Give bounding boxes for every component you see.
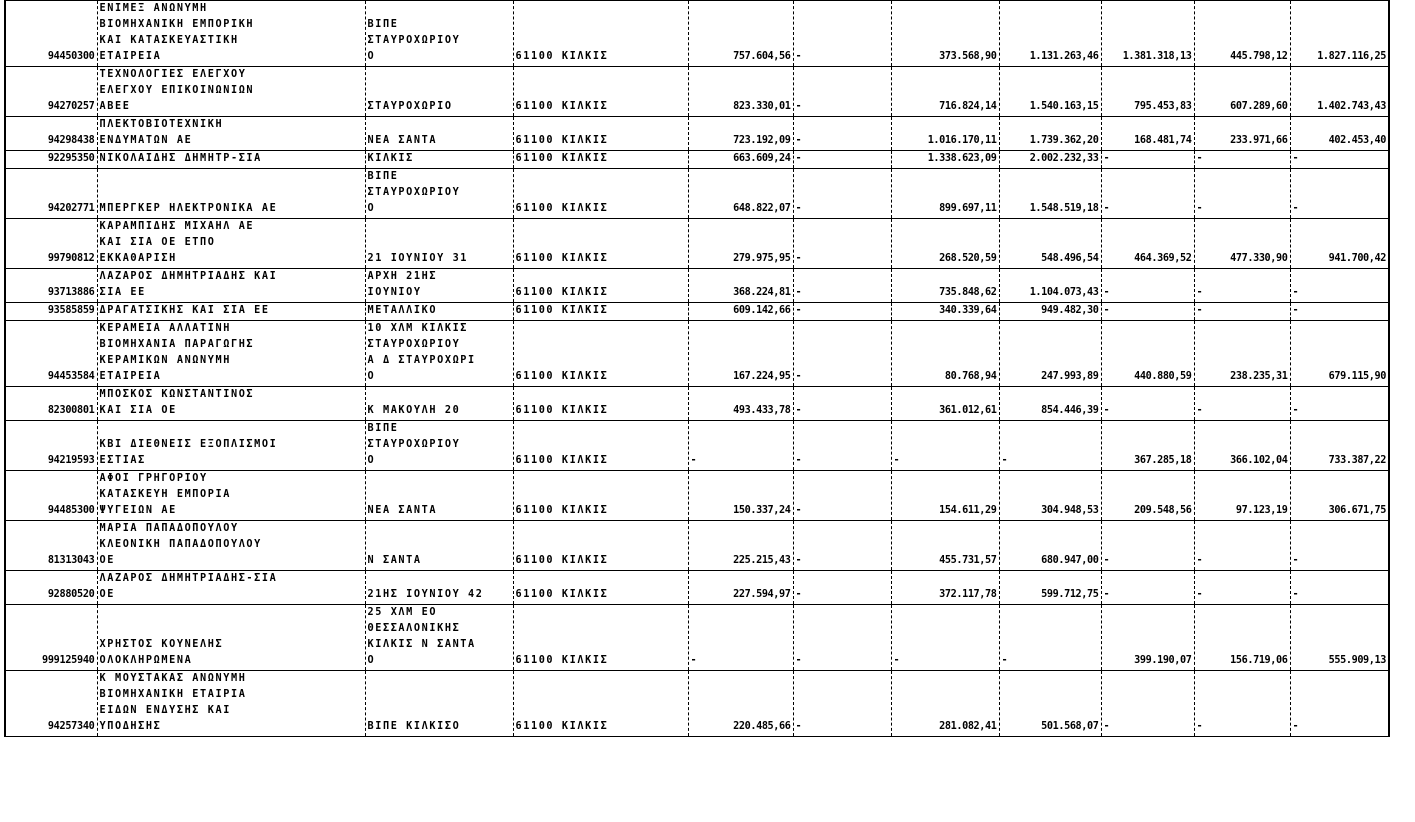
area-cell: 61100 ΚΙΛΚΙΣ xyxy=(513,269,688,303)
afm-cell: 94298438 xyxy=(5,117,97,151)
area-cell: 61100 ΚΙΛΚΙΣ xyxy=(513,151,688,169)
company-name-cell: ΔΡΑΓΑΤΣΙΚΗΣ ΚΑΙ ΣΙΑ ΕΕ xyxy=(97,303,365,321)
afm-cell: 81313043 xyxy=(5,521,97,571)
area-cell: 61100 ΚΙΛΚΙΣ xyxy=(513,471,688,521)
value-cell: 1.540.163,15 xyxy=(999,67,1101,117)
value-cell: - xyxy=(1194,169,1290,219)
value-cell: 97.123,19 xyxy=(1194,471,1290,521)
area-cell: 61100 ΚΙΛΚΙΣ xyxy=(513,117,688,151)
value-cell: - xyxy=(1101,571,1194,605)
afm-cell: 94219593 xyxy=(5,421,97,471)
address-cell: ΒΙΠΕ ΣΤΑΥΡΟΧΩΡΙΟΥ Ο xyxy=(365,421,513,471)
value-cell: 306.671,75 xyxy=(1290,471,1389,521)
value-cell: - xyxy=(1194,521,1290,571)
table-row xyxy=(5,387,1389,421)
company-name-cell: ΜΠΕΡΓΚΕΡ ΗΛΕΚΤΡΟΝΙΚΑ ΑΕ xyxy=(97,169,365,219)
value-cell: 1.739.362,20 xyxy=(999,117,1101,151)
value-cell: - xyxy=(793,219,891,269)
value-cell: - xyxy=(1290,521,1389,571)
afm-cell: 94485300 xyxy=(5,471,97,521)
area-cell: 61100 ΚΙΛΚΙΣ xyxy=(513,521,688,571)
value-cell: - xyxy=(793,117,891,151)
value-cell: 1.131.263,46 xyxy=(999,1,1101,67)
value-cell: 154.611,29 xyxy=(891,471,999,521)
value-cell: 548.496,54 xyxy=(999,219,1101,269)
address-cell: 21 ΙΟΥΝΙΟΥ 31 xyxy=(365,219,513,269)
table-row xyxy=(5,521,1389,571)
value-cell: - xyxy=(1101,269,1194,303)
value-cell: - xyxy=(1194,269,1290,303)
value-cell: - xyxy=(1101,521,1194,571)
area-cell: 61100 ΚΙΛΚΙΣ xyxy=(513,671,688,737)
table-row xyxy=(5,571,1389,605)
value-cell: 493.433,78 xyxy=(688,387,793,421)
value-cell: 167.224,95 xyxy=(688,321,793,387)
area-cell: 61100 ΚΙΛΚΙΣ xyxy=(513,321,688,387)
company-name-cell: ΛΑΖΑΡΟΣ ΔΗΜΗΤΡΙΑΔΗΣ ΚΑΙ ΣΙΑ ΕΕ xyxy=(97,269,365,303)
afm-cell: 93713886 xyxy=(5,269,97,303)
value-cell: - xyxy=(793,605,891,671)
table-row xyxy=(5,169,1389,219)
value-cell: 735.848,62 xyxy=(891,269,999,303)
value-cell: 233.971,66 xyxy=(1194,117,1290,151)
area-cell: 61100 ΚΙΛΚΙΣ xyxy=(513,219,688,269)
value-cell: - xyxy=(1101,387,1194,421)
value-cell: 679.115,90 xyxy=(1290,321,1389,387)
area-cell: 61100 ΚΙΛΚΙΣ xyxy=(513,303,688,321)
value-cell: - xyxy=(793,671,891,737)
value-cell: - xyxy=(1290,671,1389,737)
value-cell: - xyxy=(793,387,891,421)
value-cell: 477.330,90 xyxy=(1194,219,1290,269)
value-cell: 150.337,24 xyxy=(688,471,793,521)
afm-cell: 82300801 xyxy=(5,387,97,421)
value-cell: 795.453,83 xyxy=(1101,67,1194,117)
value-cell: - xyxy=(793,303,891,321)
value-cell: 716.824,14 xyxy=(891,67,999,117)
value-cell: - xyxy=(1101,169,1194,219)
table-row xyxy=(5,421,1389,471)
value-cell: - xyxy=(1194,151,1290,169)
value-cell: 445.798,12 xyxy=(1194,1,1290,67)
value-cell: 455.731,57 xyxy=(891,521,999,571)
afm-cell: 94450300 xyxy=(5,1,97,67)
value-cell: 281.082,41 xyxy=(891,671,999,737)
afm-cell: 93585859 xyxy=(5,303,97,321)
value-cell: 1.827.116,25 xyxy=(1290,1,1389,67)
company-name-cell: ΚΒΙ ΔΙΕΘΝΕΙΣ ΕΞΟΠΛΙΣΜΟΙ ΕΣΤΙΑΣ xyxy=(97,421,365,471)
value-cell: 1.338.623,09 xyxy=(891,151,999,169)
value-cell: - xyxy=(999,605,1101,671)
value-cell: - xyxy=(793,1,891,67)
company-name-cell: ΜΑΡΙΑ ΠΑΠΑΔΟΠΟΥΛΟΥ ΚΛΕΟΝΙΚΗ ΠΑΠΑΔΟΠΟΥΛΟΥ ΟΕ xyxy=(97,521,365,571)
value-cell: 209.548,56 xyxy=(1101,471,1194,521)
value-cell: - xyxy=(688,605,793,671)
value-cell: - xyxy=(1290,169,1389,219)
value-cell: 168.481,74 xyxy=(1101,117,1194,151)
company-name-cell: ΤΕΧΝΟΛΟΓΙΕΣ ΕΛΕΓΧΟΥ ΕΛΕΓΧΟΥ ΕΠΙΚΟΙΝΩΝΙΩΝ ΑΒΕΕ xyxy=(97,67,365,117)
value-cell: 373.568,90 xyxy=(891,1,999,67)
address-cell: ΑΡΧΗ 21ΗΣ ΙΟΥΝΙΟΥ xyxy=(365,269,513,303)
afm-cell: 94202771 xyxy=(5,169,97,219)
value-cell: 268.520,59 xyxy=(891,219,999,269)
value-cell: - xyxy=(891,605,999,671)
value-cell: 501.568,07 xyxy=(999,671,1101,737)
value-cell: 599.712,75 xyxy=(999,571,1101,605)
address-cell: ΚΙΛΚΙΣ xyxy=(365,151,513,169)
value-cell: 304.948,53 xyxy=(999,471,1101,521)
value-cell: - xyxy=(1101,151,1194,169)
value-cell: - xyxy=(1290,151,1389,169)
company-name-cell: ΝΙΚΟΛΑΙΔΗΣ ΔΗΜΗΤΡ-ΣΙΑ xyxy=(97,151,365,169)
value-cell: 733.387,22 xyxy=(1290,421,1389,471)
table-row xyxy=(5,321,1389,387)
value-cell: - xyxy=(1194,571,1290,605)
afm-cell: 94453584 xyxy=(5,321,97,387)
value-cell: 1.548.519,18 xyxy=(999,169,1101,219)
area-cell: 61100 ΚΙΛΚΙΣ xyxy=(513,421,688,471)
value-cell: 225.215,43 xyxy=(688,521,793,571)
table-row xyxy=(5,605,1389,671)
value-cell: 648.822,07 xyxy=(688,169,793,219)
table-row xyxy=(5,1,1389,67)
table-row xyxy=(5,219,1389,269)
value-cell: - xyxy=(793,471,891,521)
address-cell: 10 ΧΛΜ ΚΙΛΚΙΣ ΣΤΑΥΡΟΧΩΡΙΟΥ Α Δ ΣΤΑΥΡΟΧΩΡΙ Ο xyxy=(365,321,513,387)
value-cell: - xyxy=(1101,671,1194,737)
table-row xyxy=(5,269,1389,303)
value-cell: 607.289,60 xyxy=(1194,67,1290,117)
value-cell: 220.485,66 xyxy=(688,671,793,737)
table-row xyxy=(5,671,1389,737)
value-cell: - xyxy=(1290,303,1389,321)
value-cell: 367.285,18 xyxy=(1101,421,1194,471)
value-cell: 680.947,00 xyxy=(999,521,1101,571)
afm-cell: 94270257 xyxy=(5,67,97,117)
table-row xyxy=(5,303,1389,321)
company-name-cell: ΠΛΕΚΤΟΒΙΟΤΕΧΝΙΚΗ ΕΝΔΥΜΑΤΩΝ ΑΕ xyxy=(97,117,365,151)
value-cell: 723.192,09 xyxy=(688,117,793,151)
value-cell: - xyxy=(1290,269,1389,303)
value-cell: 2.002.232,33 xyxy=(999,151,1101,169)
address-cell: ΒΙΠΕ ΣΤΑΥΡΟΧΩΡΙΟΥ Ο xyxy=(365,169,513,219)
address-cell: ΒΙΠΕ ΣΤΑΥΡΟΧΩΡΙΟΥ Ο xyxy=(365,1,513,67)
company-name-cell: ΜΠΟΣΚΟΣ ΚΩΝΣΤΑΝΤΙΝΟΣ ΚΑΙ ΣΙΑ ΟΕ xyxy=(97,387,365,421)
table-row xyxy=(5,67,1389,117)
address-cell: Ν ΣΑΝΤΑ xyxy=(365,521,513,571)
value-cell: 464.369,52 xyxy=(1101,219,1194,269)
value-cell: - xyxy=(1290,387,1389,421)
value-cell: 899.697,11 xyxy=(891,169,999,219)
company-name-cell: ΛΑΖΑΡΟΣ ΔΗΜΗΤΡΙΑΔΗΣ-ΣΙΑ ΟΕ xyxy=(97,571,365,605)
value-cell: - xyxy=(793,421,891,471)
area-cell: 61100 ΚΙΛΚΙΣ xyxy=(513,67,688,117)
table-row xyxy=(5,117,1389,151)
value-cell: 238.235,31 xyxy=(1194,321,1290,387)
value-cell: 663.609,24 xyxy=(688,151,793,169)
value-cell: - xyxy=(891,421,999,471)
company-name-cell: ΕΝΙΜΕΞ ΑΝΩΝΥΜΗ ΒΙΟΜΗΧΑΝΙΚΗ ΕΜΠΟΡΙΚΗ ΚΑΙ ΚΑΤΑΣΚΕΥΑΣΤΙΚΗ ΕΤΑΙΡΕΙΑ xyxy=(97,1,365,67)
value-cell: - xyxy=(793,321,891,387)
value-cell: - xyxy=(793,269,891,303)
value-cell: 399.190,07 xyxy=(1101,605,1194,671)
value-cell: 366.102,04 xyxy=(1194,421,1290,471)
value-cell: 156.719,06 xyxy=(1194,605,1290,671)
area-cell: 61100 ΚΙΛΚΙΣ xyxy=(513,169,688,219)
value-cell: 340.339,64 xyxy=(891,303,999,321)
company-name-cell: ΧΡΗΣΤΟΣ ΚΟΥΝΕΛΗΣ ΟΛΟΚΛΗΡΩΜΕΝΑ xyxy=(97,605,365,671)
table-body xyxy=(5,0,1389,737)
address-cell: 21ΗΣ ΙΟΥΝΙΟΥ 42 xyxy=(365,571,513,605)
value-cell: - xyxy=(999,421,1101,471)
value-cell: - xyxy=(793,151,891,169)
value-cell: 949.482,30 xyxy=(999,303,1101,321)
value-cell: 1.104.073,43 xyxy=(999,269,1101,303)
value-cell: 227.594,97 xyxy=(688,571,793,605)
value-cell: - xyxy=(1194,303,1290,321)
address-cell: ΝΕΑ ΣΑΝΤΑ xyxy=(365,471,513,521)
company-name-cell: ΚΕΡΑΜΕΙΑ ΑΛΛΑΤΙΝΗ ΒΙΟΜΗΧΑΝΙΑ ΠΑΡΑΓΩΓΗΣ ΚΕΡΑΜΙΚΩΝ ΑΝΩΝΥΜΗ ΕΤΑΙΡΕΙΑ xyxy=(97,321,365,387)
value-cell: 1.381.318,13 xyxy=(1101,1,1194,67)
afm-cell: 999125940 xyxy=(5,605,97,671)
value-cell: - xyxy=(793,571,891,605)
value-cell: 279.975,95 xyxy=(688,219,793,269)
company-name-cell: Κ ΜΟΥΣΤΑΚΑΣ ΑΝΩΝΥΜΗ ΒΙΟΜΗΧΑΝΙΚΗ ΕΤΑΙΡΙΑ ΕΙΔΩΝ ΕΝΔΥΣΗΣ ΚΑΙ ΥΠΟΔΗΣΗΣ xyxy=(97,671,365,737)
value-cell: 440.880,59 xyxy=(1101,321,1194,387)
company-name-cell: ΚΑΡΑΜΠΙΔΗΣ ΜΙΧΑΗΛ ΑΕ ΚΑΙ ΣΙΑ ΟΕ ΕΤΠΟ ΕΚΚΑΘΑΡΙΣΗ xyxy=(97,219,365,269)
address-cell: ΜΕΤΑΛΛΙΚΟ xyxy=(365,303,513,321)
value-cell: 1.402.743,43 xyxy=(1290,67,1389,117)
value-cell: 854.446,39 xyxy=(999,387,1101,421)
area-cell: 61100 ΚΙΛΚΙΣ xyxy=(513,1,688,67)
value-cell: 757.604,56 xyxy=(688,1,793,67)
address-cell: ΒΙΠΕ ΚΙΛΚΙΣΟ xyxy=(365,671,513,737)
value-cell: 247.993,89 xyxy=(999,321,1101,387)
address-cell: ΣΤΑΥΡΟΧΩΡΙΟ xyxy=(365,67,513,117)
value-cell: - xyxy=(1194,671,1290,737)
value-cell: - xyxy=(1194,387,1290,421)
table-row xyxy=(5,151,1389,169)
value-cell: - xyxy=(793,67,891,117)
value-cell: 941.700,42 xyxy=(1290,219,1389,269)
value-cell: 402.453,40 xyxy=(1290,117,1389,151)
company-name-cell: ΑΦΟΙ ΓΡΗΓΟΡΙΟΥ ΚΑΤΑΣΚΕΥΗ ΕΜΠΟΡΙΑ ΨΥΓΕΙΩΝ ΑΕ xyxy=(97,471,365,521)
area-cell: 61100 ΚΙΛΚΙΣ xyxy=(513,605,688,671)
value-cell: 609.142,66 xyxy=(688,303,793,321)
value-cell: 361.012,61 xyxy=(891,387,999,421)
address-cell: ΝΕΑ ΣΑΝΤΑ xyxy=(365,117,513,151)
value-cell: 368.224,81 xyxy=(688,269,793,303)
address-cell: Κ ΜΑΚΟΥΛΗ 20 xyxy=(365,387,513,421)
afm-cell: 92295350 xyxy=(5,151,97,169)
area-cell: 61100 ΚΙΛΚΙΣ xyxy=(513,387,688,421)
value-cell: 1.016.170,11 xyxy=(891,117,999,151)
value-cell: 80.768,94 xyxy=(891,321,999,387)
company-table xyxy=(4,0,1390,737)
afm-cell: 94257340 xyxy=(5,671,97,737)
value-cell: 555.909,13 xyxy=(1290,605,1389,671)
address-cell: 25 ΧΛΜ ΕΟ ΘΕΣΣΑΛΟΝΙΚΗΣ ΚΙΛΚΙΣ Ν ΣΑΝΤΑ Ο xyxy=(365,605,513,671)
area-cell: 61100 ΚΙΛΚΙΣ xyxy=(513,571,688,605)
value-cell: - xyxy=(1290,571,1389,605)
value-cell: - xyxy=(793,521,891,571)
value-cell: 823.330,01 xyxy=(688,67,793,117)
afm-cell: 92880520 xyxy=(5,571,97,605)
value-cell: 372.117,78 xyxy=(891,571,999,605)
table-row xyxy=(5,471,1389,521)
value-cell: - xyxy=(793,169,891,219)
value-cell: - xyxy=(688,421,793,471)
afm-cell: 99790812 xyxy=(5,219,97,269)
value-cell: - xyxy=(1101,303,1194,321)
